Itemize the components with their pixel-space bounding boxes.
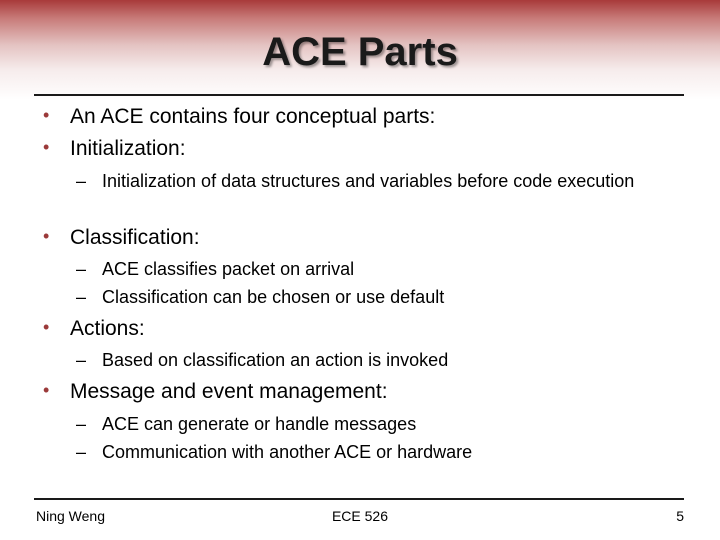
sub-bullet-text: Communication with another ACE or hardware [102,442,473,462]
bullet-marker: • [43,137,50,157]
footer-page-number: 5 [676,508,684,524]
bullet-marker: • [43,226,50,246]
sub-bullet-marker: – [76,414,87,434]
sub-bullet-marker: – [76,287,87,307]
slide-title: ACE Parts [262,30,458,74]
sub-bullet-marker: – [76,259,87,279]
sub-bullet-marker: – [76,442,87,462]
footer-author: Ning Weng [36,508,106,524]
sub-bullet-item [76,257,355,281]
bullet-item [43,317,145,341]
bullet-marker: • [43,105,50,125]
sub-bullet-item [76,348,449,372]
sub-bullet-item [76,412,417,436]
bullet-text: Actions: [70,317,145,340]
sub-bullet-text: Initialization of data structures and variables before code execution [102,171,635,191]
bullet-item [43,137,186,161]
footer-divider [34,498,684,500]
sub-bullet-item [76,169,642,193]
bullet-marker: • [43,317,50,337]
bullet-item [43,380,388,404]
bullet-item [43,105,436,129]
sub-bullet-text: Based on classification an action is invoked [102,350,449,370]
sub-bullet-marker: – [76,350,87,370]
footer-course: ECE 526 [331,508,389,524]
bullet-text: Classification: [70,226,200,249]
sub-bullet-text: ACE classifies packet on arrival [102,259,355,279]
sub-bullet-text: Classification can be chosen or use default [102,287,445,307]
sub-bullet-item [76,285,445,309]
sub-bullet-text: ACE can generate or handle messages [102,414,417,434]
bullet-text: Message and event management: [70,380,388,403]
bullet-marker: • [43,380,50,400]
sub-bullet-item [76,440,473,464]
bullet-item [43,226,200,250]
bullet-text: An ACE contains four conceptual parts: [70,105,436,128]
bullet-text: Initialization: [70,137,186,160]
sub-bullet-marker: – [76,171,87,191]
